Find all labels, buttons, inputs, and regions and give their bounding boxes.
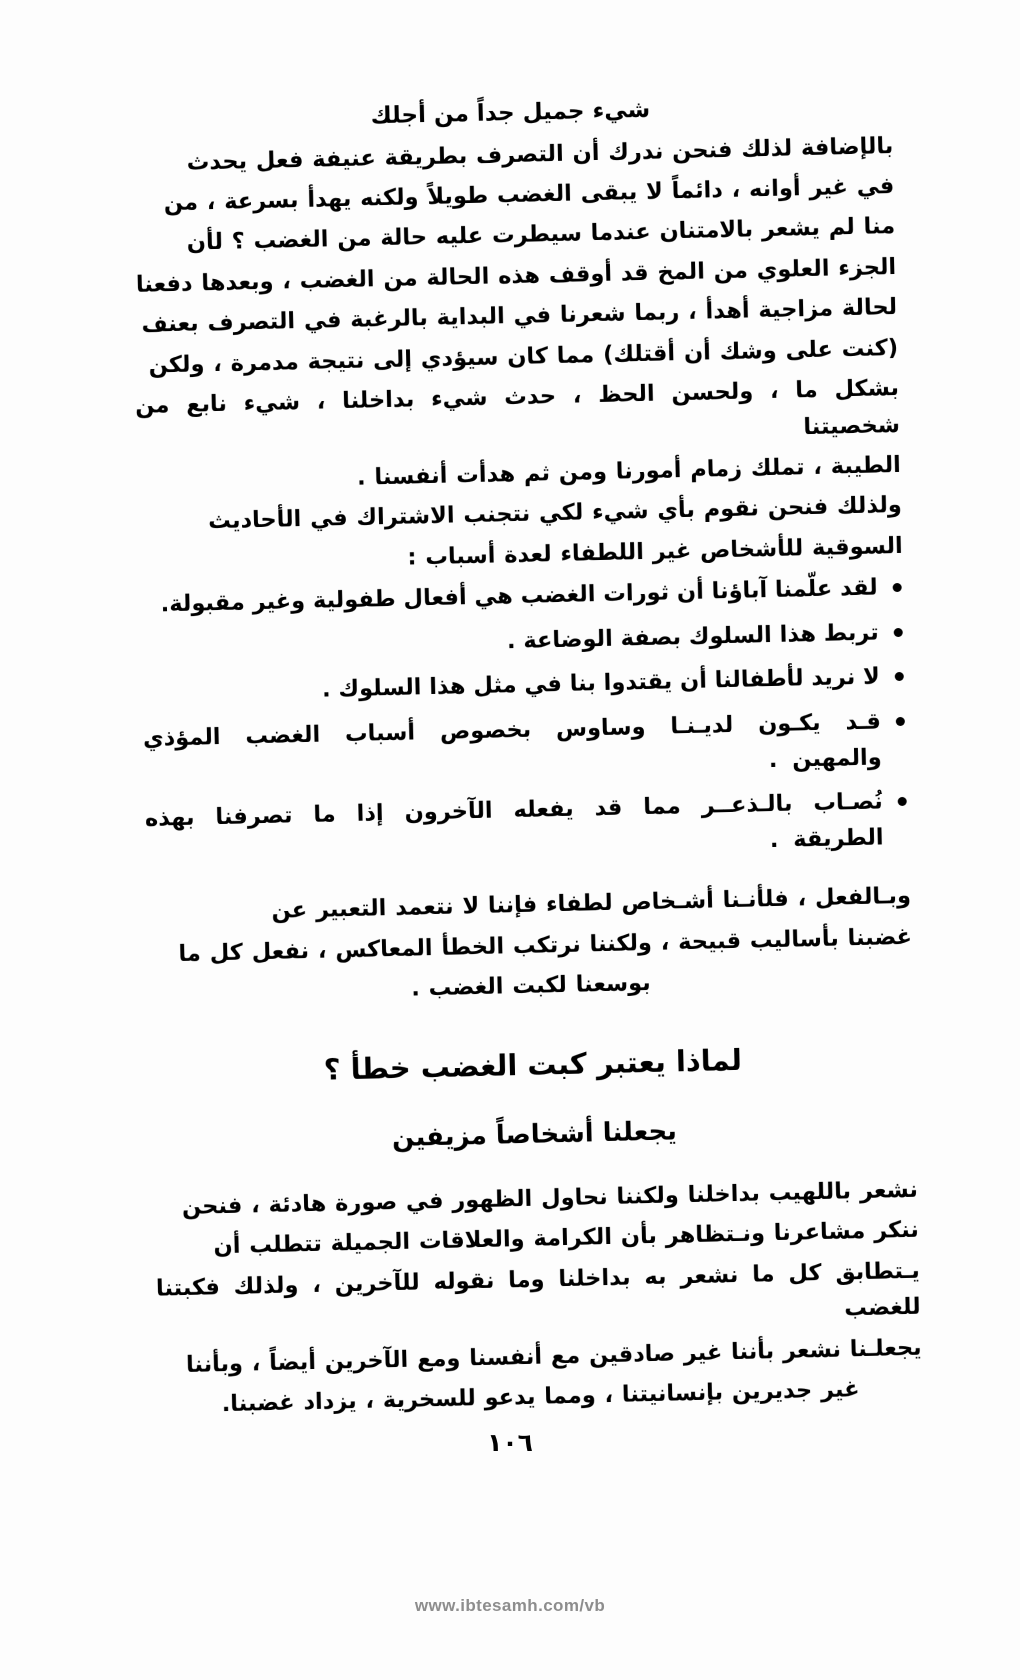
opening-line: شيء جميل جداً من أجلك bbox=[370, 96, 651, 130]
bullet-dot-icon bbox=[896, 717, 905, 726]
list-item-text: نُصـاب بالـذعــر مما قد يفعله الآخرون إذا ما تصرفنا بهذه الطريقة . bbox=[144, 788, 884, 853]
list-item bbox=[145, 784, 910, 873]
paragraph-line: غضبنا بأساليب قبيحة ، ولكننا نرتكب الخطأ المعاكس ، نفعل كل ما bbox=[178, 923, 913, 967]
paragraph-line: غير جديرين بإنسانيتنا ، ومما يدعو للسخرية ، يزداد غضبنا. bbox=[221, 1376, 860, 1418]
paragraph-line: يجعلـنا نشعر بأننا غير صادقين مع أنفسنا ومع الآخرين أيضاً ، وبأننا bbox=[185, 1334, 922, 1378]
list-item-text: لا نريد لأطفالنا أن يقتدوا بنا في مثل هذا السلوك . bbox=[321, 663, 881, 703]
paragraph-line: بوسعنا لكبت الغضب . bbox=[410, 969, 651, 1002]
bullet-dot-icon bbox=[894, 628, 903, 637]
scan-text-column bbox=[128, 87, 924, 1485]
paragraph-line: في غير أوانه ، دائماً لا يبقى الغضب طويلاً ولكنه يهدأ بسرعة ، من bbox=[163, 172, 895, 217]
paragraph-line: ولذلك فنحن نقوم بأي شيء لكي نتجنب الاشتراك في الأحاديث bbox=[207, 492, 903, 535]
paragraph-line: ننكر مشاعرنا ونـتظاهر بأن الكرامة والعلاقات الجميلة تتطلب أن bbox=[213, 1217, 920, 1260]
bullet-dot-icon bbox=[895, 672, 904, 681]
paragraph-line: السوقية للأشخاص غير اللطفاء لعدة أسباب : bbox=[407, 532, 904, 571]
bullet-dot-icon bbox=[898, 797, 907, 806]
paragraph-line: منا لم يشعر بالامتنان عندما سيطرت عليه حالة من الغضب ؟ لأن bbox=[186, 213, 896, 257]
site-watermark: www.ibtesamh.com/vb bbox=[414, 1596, 606, 1615]
paragraph-line: (كنت على وشك أن أقتلك) مما كان سيؤدي إلى نتيجة مدمرة ، ولكن bbox=[148, 334, 899, 379]
paragraph-line: يـتطابق كل ما نشعر به بداخلنا وما نقوله للآخرين ، ولذلك فكبتنا للغضب bbox=[155, 1257, 921, 1322]
sub-heading: يجعلنا أشخاصاً مزيفين bbox=[391, 1116, 678, 1154]
paragraph-line: بشكل ما ، ولحسن الحظ ، حدث شيء بداخلنا ، شيء نابع من شخصيتنا bbox=[134, 375, 901, 440]
list-item-text: لقد علّمنا آباؤنا أن ثورات الغضب هي أفعال طفولية وغير مقبولة. bbox=[160, 574, 878, 618]
paragraph-3 bbox=[147, 878, 914, 1013]
list-item-text: قـد يكـون لديـنـا وساوس بخصوص أسباب الغضب المؤذي والمهين . bbox=[142, 708, 882, 773]
paragraph-line: وبـالفعل ، فلأنـنا أشـخاص لطفاء فإننا لا نتعمد التعبير عن bbox=[271, 882, 912, 924]
page-number: ١٠٦ bbox=[487, 1428, 533, 1457]
section-heading: لماذا يعتبر كبت الغضب خطأ ؟ bbox=[323, 1043, 743, 1088]
list-item bbox=[143, 704, 908, 793]
reasons-list bbox=[139, 570, 909, 873]
list-item bbox=[142, 659, 907, 713]
paragraph-line: الطيبة ، تملك زمام أمورنا ومن ثم هدأت أنفسنا . bbox=[356, 451, 902, 491]
bullet-dot-icon bbox=[893, 583, 902, 592]
paragraph-line: الجزء العلوي من المخ قد أوقف هذه الحالة من الغضب ، وبعدها دفعنا bbox=[135, 253, 897, 298]
list-item-text: تربط هذا السلوك بصفة الوضاعة . bbox=[506, 619, 880, 655]
list-item bbox=[141, 615, 906, 669]
paragraph-4 bbox=[154, 1172, 923, 1425]
paragraph-1 bbox=[129, 127, 901, 501]
paragraph-line: لحالة مزاجية أهدأ ، ربما شعرنا في البداية بالرغبة في التصرف بعنف bbox=[141, 294, 898, 338]
paragraph-line: بالإضافة لذلك فنحن ندرك أن التصرف بطريقة عنيفة فعل يحدث bbox=[186, 132, 894, 176]
paragraph-line: نشعر باللهيب بداخلنا ولكننا نحاول الظهور في صورة هادئة ، فنحن bbox=[181, 1176, 919, 1220]
paragraph-2 bbox=[138, 487, 904, 582]
